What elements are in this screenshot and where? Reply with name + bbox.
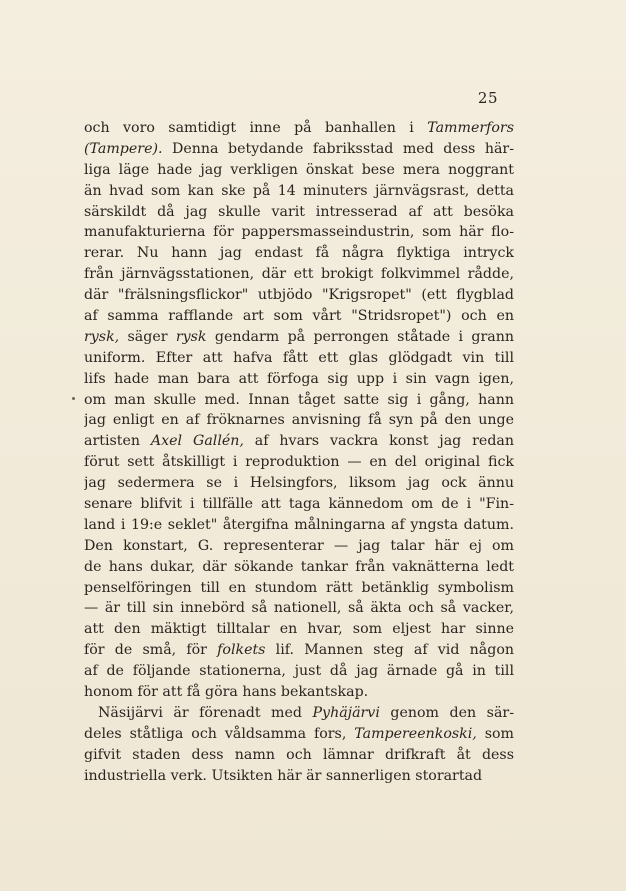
text-line: — är till sin innebörd så nationell, så äkta och så vacker, — [84, 600, 514, 617]
page-number: 25 — [477, 89, 498, 107]
text-line: liga läge hade jag verkligen önskat bese mera noggrant — [84, 161, 514, 178]
text-line: (Tampere). Denna betydande fabriksstad med dess här- — [84, 140, 514, 157]
margin-dot — [72, 397, 75, 400]
text-line: Den konstart, G. representerar — jag talar här ej om — [84, 537, 514, 554]
text-line: från järnvägsstationen, där ett brokigt folkvimmel rådde, — [84, 266, 514, 283]
text-line: de hans dukar, där sökande tankar från vaknätterna ledt — [84, 558, 514, 575]
text-line: än hvad som kan ske på 14 minuters järnvägsrast, detta — [84, 182, 514, 199]
body-text — [84, 118, 514, 787]
text-line: honom för att få göra hans bekantskap. — [84, 684, 369, 701]
text-line: gifvit staden dess namn och lämnar drifkraft åt dess — [84, 746, 514, 763]
text-line: jag enligt en af fröknarnes anvisning få syn på den unge — [84, 412, 514, 429]
text-line: att den mäktigt tilltalar en hvar, som eljest har sinne — [84, 621, 514, 638]
text-line: uniform. Efter att hafva fått ett glas glödgadt vin till — [84, 349, 514, 366]
text-line: lifs hade man bara att förfoga sig upp i sin vagn igen, — [84, 370, 514, 387]
text-line: af samma rafflande art som vårt "Stridsropet") och en — [84, 308, 514, 325]
text-line: senare blifvit i tillfälle att taga kännedom om de i "Fin- — [84, 496, 514, 513]
text-line: penselföringen till en stundom rätt betänklig symbolism — [84, 579, 514, 596]
text-line: om man skulle med. Innan tåget satte sig i gång, hann — [84, 391, 514, 408]
text-line: rerar. Nu hann jag endast få några flyktiga intryck — [84, 245, 514, 262]
text-line: industriella verk. Utsikten här är sannerligen storartad — [84, 767, 483, 784]
text-line: där "frälsningsflickor" utbjödo "Krigsropet" (ett flygblad — [84, 287, 514, 304]
text-line: manufakturierna för pappersmasseindustrin, som här flo- — [84, 224, 514, 241]
text-line: Näsijärvi är förenadt med Pyhäjärvi genom den sär- — [98, 704, 514, 721]
text-line: och voro samtidigt inne på banhallen i Tammerfors — [84, 120, 514, 136]
text-line: land i 19:e seklet" återgifna målningarna af yngsta datum. — [84, 516, 514, 533]
text-line: förut sett åtskilligt i reproduktion — en del original fick — [84, 454, 514, 471]
text-line: särskildt då jag skulle varit intresserad af att besöka — [84, 203, 514, 220]
text-line: jag sedermera se i Helsingfors, liksom jag ock ännu — [84, 475, 514, 492]
text-line: rysk, säger rysk gendarm på perrongen ståtade i grann — [84, 328, 514, 345]
text-line: för de små, för folkets lif. Mannen steg af vid någon — [84, 642, 514, 659]
text-line: af de följande stationerna, just då jag ärnade gå in till — [84, 663, 514, 680]
text-line: artisten Axel Gallén, af hvars vackra konst jag redan — [84, 433, 514, 450]
text-line: deles ståtliga och våldsamma fors, Tampereenkoski, som — [84, 725, 514, 742]
